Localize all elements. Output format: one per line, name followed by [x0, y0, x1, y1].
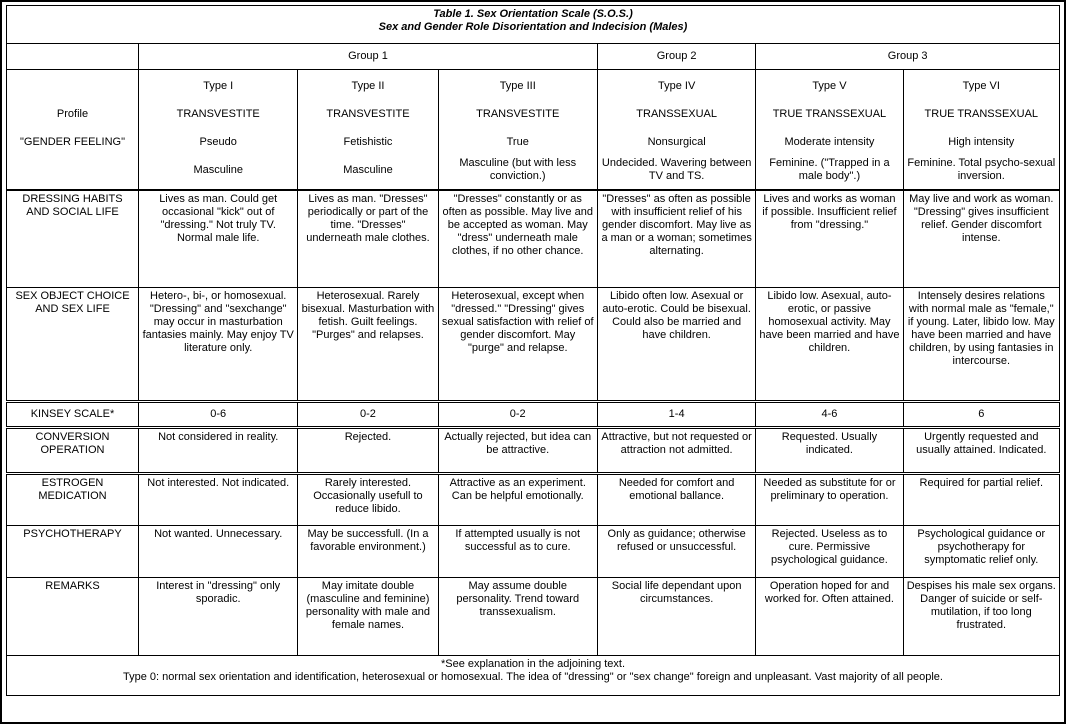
estrogen-type-1-cell: Not interested. Not indicated. [139, 474, 298, 526]
row-label-kinsey-scale: KINSEY SCALE* [7, 402, 139, 428]
type-5-header-cell [756, 70, 903, 190]
row-label-remarks: REMARKS [7, 578, 139, 656]
type-4-header-cell [597, 70, 755, 190]
remarks-type-5-cell: Operation hoped for and worked for. Often attained. [756, 578, 903, 656]
sos-table [6, 5, 1060, 696]
sexobject-type-1-cell: Hetero-, bi-, or homosexual. "Dressing" and "sexchange" may occur in masturbation fantasies mainly. May enjoy TV literature only. [139, 288, 298, 402]
dressing-type-4-cell: "Dresses" as often as possible with insufficient relief of his gender discomfort. May live as a man or a woman; sometimes alternating. [597, 190, 755, 288]
kinsey-type-3-cell: 0-2 [438, 402, 597, 428]
sexobject-type-2-cell: Heterosexual. Rarely bisexual. Masturbation with fetish. Guilt feelings. "Purges" and relapses. [298, 288, 438, 402]
conversion-type-5-cell: Requested. Usually indicated. [756, 428, 903, 474]
kinsey-type-5-cell: 4-6 [756, 402, 903, 428]
row-label-sex-object: SEX OBJECT CHOICE AND SEX LIFE [7, 288, 139, 402]
type-1-feeling: Masculine [193, 163, 243, 176]
type-3-feeling: Masculine (but with less conviction.) [459, 157, 577, 182]
remarks-type-6-cell: Despises his male sex organs. Danger of suicide or self-mutilation, if too long frustrated. [903, 578, 1059, 656]
estrogen-type-2-cell: Rarely interested. Occasionally usefull to reduce libido. [298, 474, 438, 526]
dressing-type-2-cell: Lives as man. "Dresses" periodically or part of the time. "Dresses" underneath male clothes. [298, 190, 438, 288]
footnote-row [7, 656, 1060, 696]
row-label-psychotherapy: PSYCHOTHERAPY [7, 526, 139, 578]
table-title-line2: Sex and Gender Role Disorientation and Indecision (Males) [378, 21, 688, 33]
group-row-empty-cell [7, 44, 139, 70]
row-label-dressing-habits: DRESSING HABITS AND SOCIAL LIFE [7, 190, 139, 288]
estrogen-type-4-cell: Needed for comfort and emotional ballance. [597, 474, 755, 526]
type-4-name: Type IV [657, 79, 696, 92]
row-label-estrogen-medication: ESTROGEN MEDICATION [7, 474, 139, 526]
dressing-type-1-cell: Lives as man. Could get occasional "kick" out of "dressing." Not truly TV. Normal male life. [139, 190, 298, 288]
type-3-subtype: True [506, 135, 529, 148]
conversion-type-4-cell: Attractive, but not requested or attraction not admitted. [597, 428, 755, 474]
type-5-feeling: Feminine. ("Trapped in a male body".) [769, 157, 890, 182]
sexobject-type-6-cell: Intensely desires relations with normal male as "female," if young. Later, libido low. May have been married and have children, by using fantasies in intercourse. [903, 288, 1059, 402]
type-6-subtype: High intensity [948, 135, 1015, 148]
profile-spacer-2 [10, 156, 135, 184]
psychotherapy-type-2-cell: May be successfull. (In a favorable environment.) [298, 526, 438, 578]
kinsey-type-2-cell: 0-2 [298, 402, 438, 428]
conversion-type-3-cell: Actually rejected, but idea can be attractive. [438, 428, 597, 474]
type-4-category: TRANSSEXUAL [636, 107, 717, 120]
type-5-category: TRUE TRANSSEXUAL [772, 107, 887, 120]
profile-spacer [10, 72, 135, 100]
table-title-line1: Table 1. Sex Orientation Scale (S.O.S.) [433, 8, 633, 20]
kinsey-type-4-cell: 1-4 [597, 402, 755, 428]
type-1-name: Type I [203, 79, 234, 92]
type-2-feeling: Masculine [343, 163, 393, 176]
type-6-category: TRUE TRANSSEXUAL [924, 107, 1039, 120]
sexobject-type-3-cell: Heterosexual, except when "dressed." "Dressing" gives sexual satisfaction with relief of gender discomfort. May "purge" and relapse. [438, 288, 597, 402]
type-5-subtype: Moderate intensity [784, 135, 875, 148]
profile-label: Profile [56, 107, 89, 120]
psychotherapy-type-6-cell: Psychological guidance or psychotherapy for symptomatic relief only. [903, 526, 1059, 578]
sex-object-row [7, 288, 1060, 402]
type-2-name: Type II [351, 79, 385, 92]
remarks-row [7, 578, 1060, 656]
kinsey-type-6-cell: 6 [903, 402, 1059, 428]
group-1-header: Group 1 [139, 44, 598, 70]
group-2-header: Group 2 [597, 44, 755, 70]
gender-feeling-label: "GENDER FEELING" [20, 135, 125, 148]
type-4-subtype: Nonsurgical [647, 135, 706, 148]
footnote-cell [7, 656, 1060, 696]
psychotherapy-type-4-cell: Only as guidance; otherwise refused or unsuccessful. [597, 526, 755, 578]
remarks-type-2-cell: May imitate double (masculine and feminine) personality with male and female names. [298, 578, 438, 656]
psychotherapy-type-3-cell: If attempted usually is not successful as to cure. [438, 526, 597, 578]
kinsey-scale-row [7, 402, 1060, 428]
type-2-category: TRANSVESTITE [326, 107, 410, 120]
type-1-header-cell [139, 70, 298, 190]
type-5-name: Type V [812, 79, 847, 92]
type-3-name: Type III [499, 79, 536, 92]
type-4-feeling: Undecided. Wavering between TV and TS. [601, 157, 752, 182]
conversion-type-2-cell: Rejected. [298, 428, 438, 474]
sexobject-type-5-cell: Libido low. Asexual, auto-erotic, or passive homosexual activity. May have been married and have children. [756, 288, 903, 402]
psychotherapy-row [7, 526, 1060, 578]
estrogen-type-5-cell: Needed as substitute for or preliminary to operation. [756, 474, 903, 526]
conversion-type-6-cell: Urgently requested and usually attained. Indicated. [903, 428, 1059, 474]
type-3-header-cell [438, 70, 597, 190]
kinsey-type-1-cell: 0-6 [139, 402, 298, 428]
remarks-type-4-cell: Social life dependant upon circumstances. [597, 578, 755, 656]
footnote-line2: Type 0: normal sex orientation and identification, heterosexual or homosexual. The idea of "dressing" or "sex change" foreign and unpleasant. Vast majority of all people. [123, 671, 943, 683]
estrogen-type-6-cell: Required for partial relief. [903, 474, 1059, 526]
conversion-operation-row [7, 428, 1060, 474]
estrogen-type-3-cell: Attractive as an experiment. Can be helpful emotionally. [438, 474, 597, 526]
type-6-name: Type VI [962, 79, 1000, 92]
type-6-header-cell [903, 70, 1059, 190]
psychotherapy-type-5-cell: Rejected. Useless as to cure. Permissive psychological guidance. [756, 526, 903, 578]
conversion-type-1-cell: Not considered in reality. [139, 428, 298, 474]
type-1-subtype: Pseudo [199, 135, 237, 148]
table-title-cell [7, 6, 1060, 44]
remarks-type-1-cell: Interest in "dressing" only sporadic. [139, 578, 298, 656]
footnote-line1: *See explanation in the adjoining text. [440, 658, 626, 670]
psychotherapy-type-1-cell: Not wanted. Unnecessary. [139, 526, 298, 578]
profile-header-cell [7, 70, 139, 190]
dressing-type-6-cell: May live and work as woman. "Dressing" gives insufficient relief. Gender discomfort intense. [903, 190, 1059, 288]
title-row [7, 6, 1060, 44]
row-label-conversion-operation: CONVERSION OPERATION [7, 428, 139, 474]
type-1-category: TRANSVESTITE [176, 107, 260, 120]
group-header-row [7, 44, 1060, 70]
type-6-feeling: Feminine. Total psycho-sexual inversion. [907, 157, 1056, 182]
type-header-row [7, 70, 1060, 190]
dressing-habits-row [7, 190, 1060, 288]
group-3-header: Group 3 [756, 44, 1060, 70]
dressing-type-3-cell: "Dresses" constantly or as often as possible. May live and be accepted as woman. May "dress" underneath male clothes, if no other chance. [438, 190, 597, 288]
type-2-header-cell [298, 70, 438, 190]
type-3-category: TRANSVESTITE [476, 107, 560, 120]
remarks-type-3-cell: May assume double personality. Trend toward transsexualism. [438, 578, 597, 656]
estrogen-medication-row [7, 474, 1060, 526]
type-2-subtype: Fetishistic [343, 135, 393, 148]
dressing-type-5-cell: Lives and works as woman if possible. Insufficient relief from "dressing." [756, 190, 903, 288]
sexobject-type-4-cell: Libido often low. Asexual or auto-erotic. Could be bisexual. Could also be married and have children. [597, 288, 755, 402]
